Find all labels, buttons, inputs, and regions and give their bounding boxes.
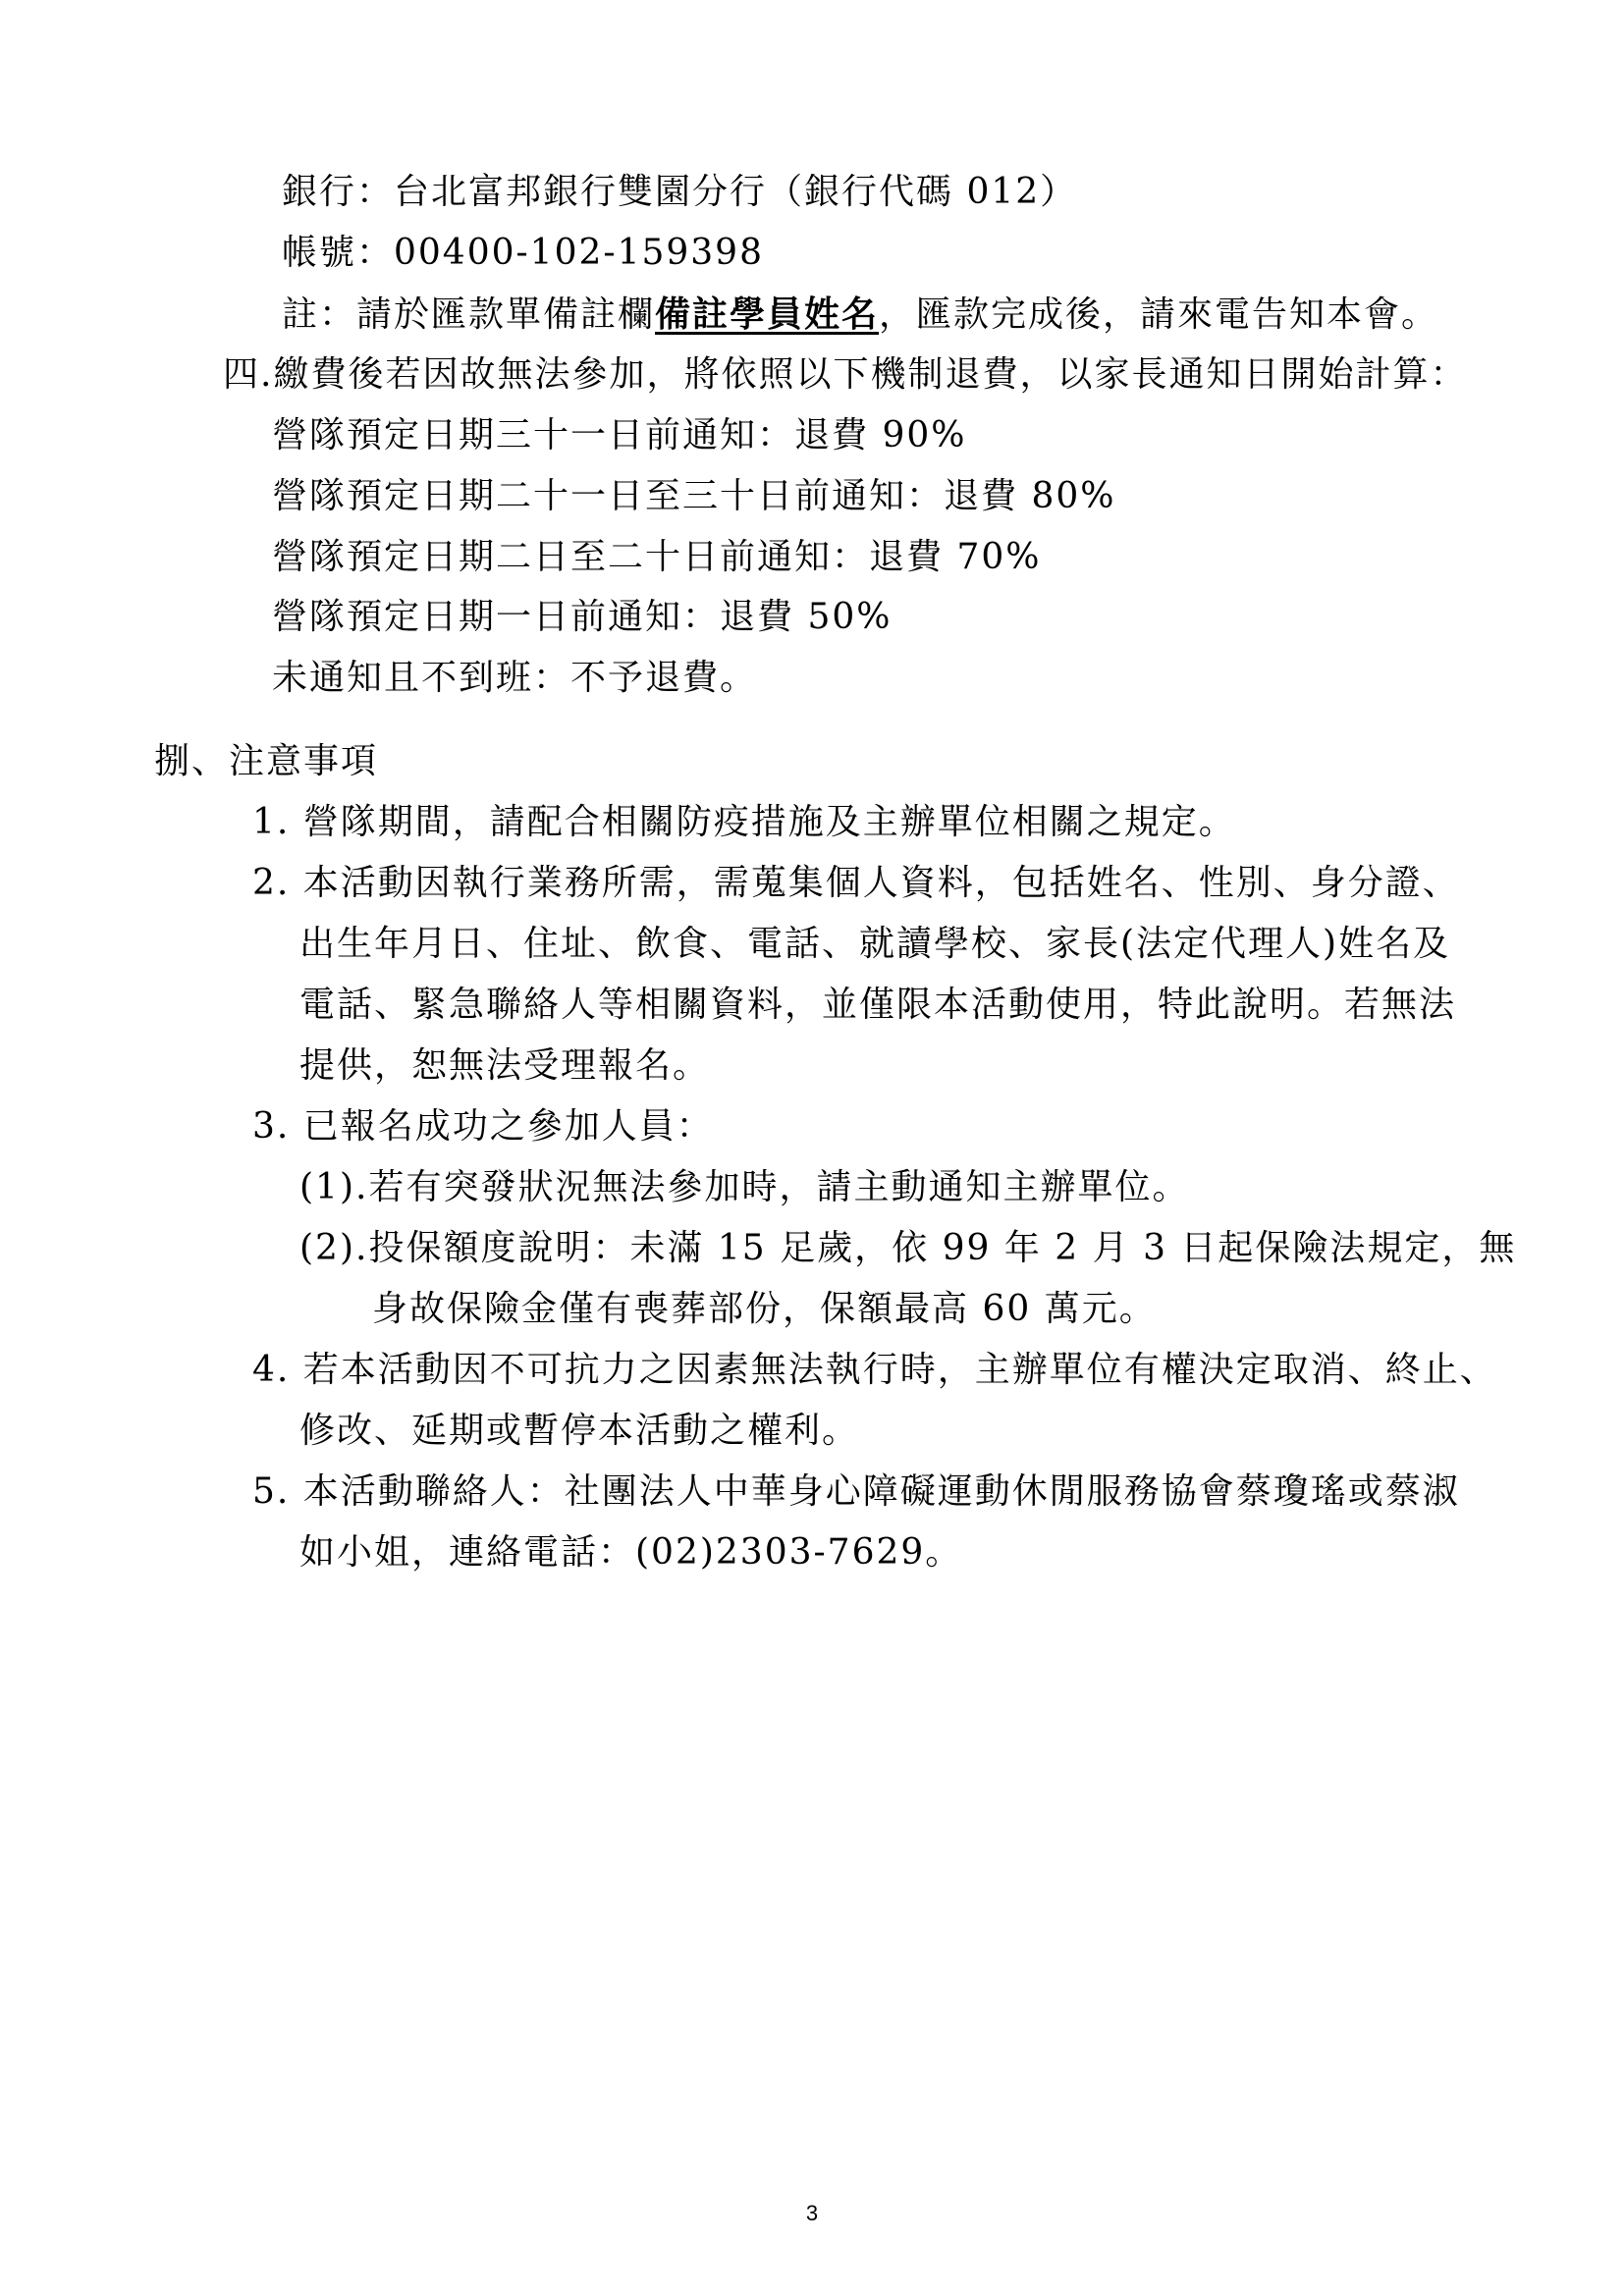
notes-item-3-sub-2-line: 身故保險金僅有喪葬部份，保額最高 60 萬元。 (372, 1289, 1157, 1329)
payment-note-emphasis: 備註學員姓名 (655, 294, 880, 335)
notes-item-5-line: 5. 本活動聯絡人：社團法人中華身心障礙運動休閒服務協會蔡瓊瑤或蔡淑 (252, 1471, 1460, 1512)
notes-item-2-line: 電話、緊急聯絡人等相關資料，並僅限本活動使用，特此說明。若無法 (299, 985, 1457, 1025)
bank-line: 銀行：台北富邦銀行雙園分行（銀行代碼 012） (282, 172, 1078, 212)
notes-item-2-line: 2. 本活動因執行業務所需，需蒐集個人資料，包括姓名、性別、身分證、 (252, 863, 1460, 903)
notes-item-4-line: 4. 若本活動因不可抗力之因素無法執行時，主辦單位有權決定取消、終止、 (252, 1350, 1497, 1390)
refund-rule: 營隊預定日期二日至二十日前通知：退費 70% (272, 537, 1042, 577)
notes-heading: 捌、注意事項 (154, 741, 379, 781)
refund-rule: 營隊預定日期三十一日前通知：退費 90% (272, 415, 967, 455)
payment-note (282, 291, 1438, 339)
page-number: 3 (805, 2201, 819, 2225)
notes-item-5-line: 如小姐，連絡電話：(02)2303-7629。 (299, 1532, 963, 1573)
refund-rule: 營隊預定日期一日前通知：退費 50% (272, 597, 893, 637)
refund-rule: 未通知且不到班：不予退費。 (272, 658, 758, 698)
notes-item-3-sub-2-line: (2).投保額度說明：未滿 15 足歲，依 99 年 2 月 3 日起保險法規定，無 (299, 1228, 1517, 1268)
notes-item-3-sub-1: (1).若有突發狀況無法參加時，請主動通知主辦單位。 (299, 1167, 1190, 1207)
refund-rule: 營隊預定日期二十一日至三十日前通知：退費 80% (272, 476, 1116, 516)
notes-item-3: 3. 已報名成功之參加人員： (252, 1106, 714, 1147)
notes-item-1: 1. 營隊期間，請配合相關防疫措施及主辦單位相關之規定。 (252, 802, 1236, 842)
notes-item-4-line: 修改、延期或暫停本活動之權利。 (299, 1411, 860, 1451)
payment-note-prefix: 註：請於匯款單備註欄 (282, 294, 656, 335)
notes-item-2-line: 提供，恕無法受理報名。 (299, 1045, 711, 1086)
payment-note-suffix: ，匯款完成後，請來電告知本會。 (879, 294, 1439, 335)
refund-heading: 四.繳費後若因故無法參加，將依照以下機制退費，以家長通知日開始計算： (223, 354, 1468, 395)
account-line: 帳號：00400-102-159398 (282, 233, 764, 273)
notes-item-2-line: 出生年月日、住址、飲食、電話、就讀學校、家長(法定代理人)姓名及 (299, 924, 1451, 964)
